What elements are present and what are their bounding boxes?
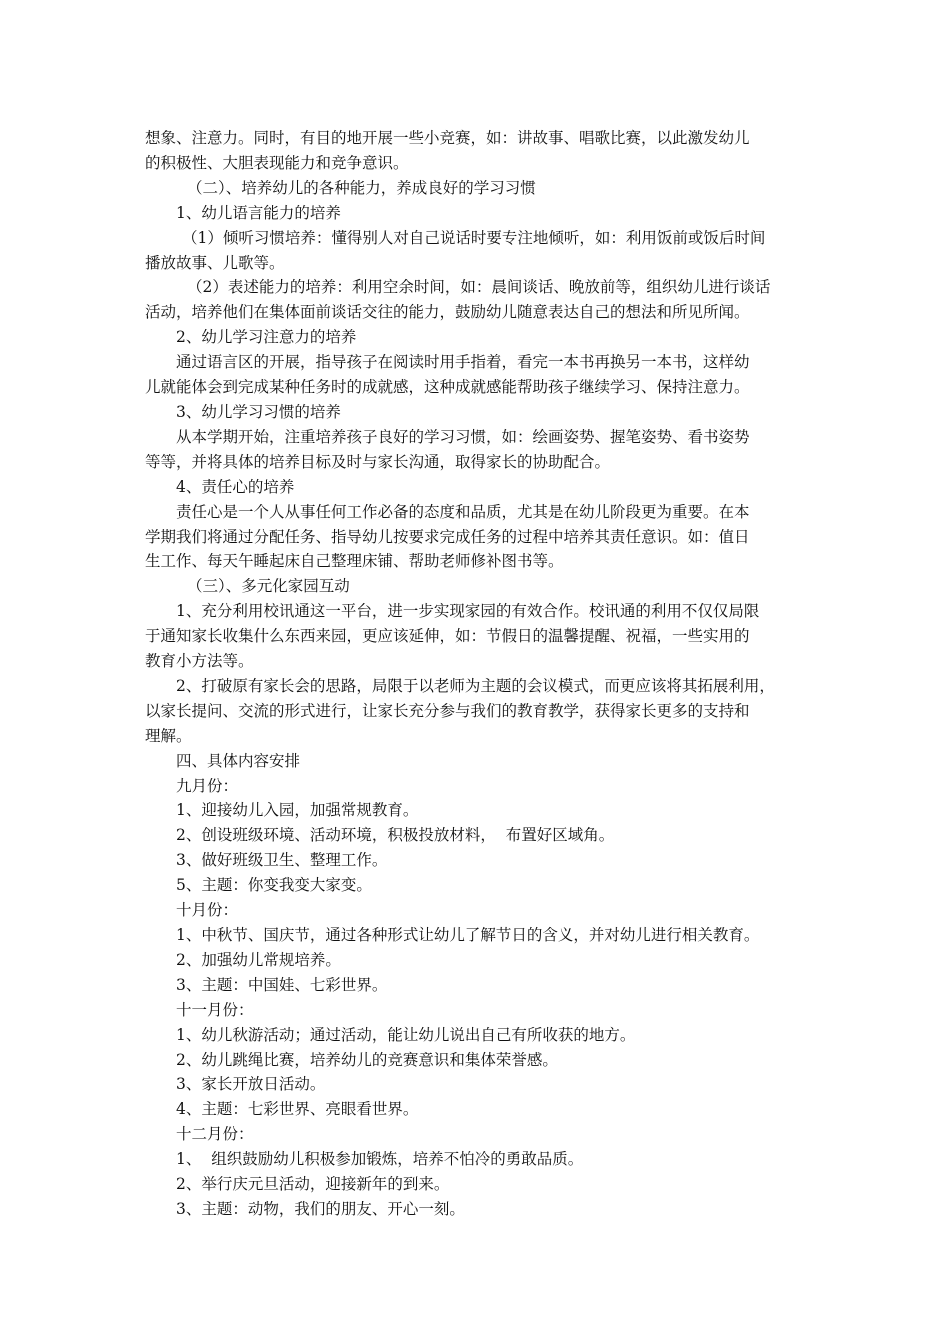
paragraph-first-line: 3、幼儿学习习惯的培养 [176,402,341,421]
paragraph [145,873,815,898]
paragraph [145,923,815,948]
paragraph-first-line: 2、幼儿学习注意力的培养 [176,328,357,347]
paragraph-first-line: 九月份： [176,776,239,795]
paragraph-first-line: 2、打破原有家长会的思路，局限于以老师为主题的会议模式，而更应该将其拓展利用， [176,676,775,695]
paragraph-first-line: 3、做好班级卫生、整理工作。 [176,851,388,870]
paragraph [145,1172,815,1197]
paragraph-first-line: 3、主题：中国娃、七彩世界。 [176,975,388,994]
paragraph [145,973,815,998]
paragraph-first-line: （三）、多元化家园互动 [187,577,350,596]
paragraph-line: 生工作、每天午睡起床自己整理床铺、帮助老师修补图书等。 [145,552,564,571]
paragraph [145,1122,815,1147]
paragraph [145,350,815,400]
paragraph-line: 活动，培养他们在集体面前谈话交往的能力，鼓励幼儿随意表达自己的想法和所见所闻。 [145,303,750,322]
paragraph-first-line: 2、举行庆元旦活动，迎接新年的到来。 [176,1175,450,1194]
paragraph-line: 等等，并将具体的培养目标及时与家长沟通，取得家长的协助配合。 [145,452,611,471]
paragraph [145,500,815,575]
paragraph-first-line: 从本学期开始，注重培养孩子良好的学习习惯，如：绘画姿势、握笔姿势、看书姿势 [176,427,750,446]
paragraph [145,998,815,1023]
paragraph-line: 儿就能体会到完成某种任务时的成就感，这种成就感能帮助孩子继续学习、保持注意力。 [145,378,750,397]
paragraph [145,1147,815,1172]
document-body [145,126,815,1222]
paragraph-first-line: 十二月份： [176,1125,254,1144]
paragraph-first-line: 十月份： [176,901,239,920]
paragraph-first-line: 想象、注意力。同时，有目的地开展一些小竞赛，如：讲故事、唱歌比赛，以此激发幼儿 [145,129,750,147]
paragraph [145,425,815,475]
paragraph [145,774,815,799]
paragraph [145,475,815,500]
paragraph [145,674,815,749]
paragraph-first-line: 4、责任心的培养 [176,477,295,496]
paragraph-first-line: 2、加强幼儿常规培养。 [176,950,341,969]
paragraph [145,599,815,674]
paragraph-line: 教育小方法等。 [145,652,254,671]
paragraph-first-line: 2、幼儿跳绳比赛，培养幼儿的竞赛意识和集体荣誉感。 [176,1050,558,1069]
paragraph [145,1072,815,1097]
paragraph [145,226,815,276]
paragraph-first-line: 1、中秋节、国庆节，通过各种形式让幼儿了解节日的含义，并对幼儿进行相关教育。 [176,926,760,944]
paragraph [145,201,815,226]
paragraph [145,848,815,873]
paragraph-first-line: 5、主题：你变我变大家变。 [176,876,372,895]
paragraph-line: 以家长提问、交流的形式进行，让家长充分参与我们的教育教学，获得家长更多的支持和 [145,701,750,720]
paragraph-first-line: （2）表述能力的培养：利用空余时间，如：晨间谈话、晚放前等，组织幼儿进行谈话 [187,278,771,297]
paragraph-first-line: 四、具体内容安排 [176,751,301,770]
paragraph-line: 理解。 [145,726,192,745]
paragraph [145,1048,815,1073]
paragraph-first-line: 3、主题：动物，我们的朋友、开心一刻。 [176,1199,465,1218]
paragraph-first-line: （1）倾听习惯培养：懂得别人对自己说话时要专注地倾听，如：利用饭前或饭后时间 [182,228,766,247]
paragraph [145,749,815,774]
paragraph [145,1023,815,1048]
paragraph-line: 于通知家长收集什么东西来园，更应该延伸，如：节假日的温馨提醒、祝福，一些实用的 [145,627,750,646]
paragraph-first-line: 1、充分利用校讯通这一平台，进一步实现家园的有效合作。校讯通的利用不仅仅局限 [176,602,760,621]
paragraph [145,948,815,973]
paragraph [145,574,815,599]
paragraph [145,823,815,848]
paragraph-first-line: 十一月份： [176,1000,254,1019]
paragraph-first-line: 责任心是一个人从事任何工作必备的态度和品质，尤其是在幼儿阶段更为重要。在本 [176,502,750,521]
paragraph-first-line: 1、幼儿秋游活动；通过活动，能让幼儿说出自己有所收获的地方。 [176,1025,636,1044]
paragraph-line: 学期我们将通过分配任务、指导幼儿按要求完成任务的过程中培养其责任意识。如：值日 [145,527,750,546]
paragraph [145,1197,815,1222]
paragraph-first-line: 4、主题：七彩世界、亮眼看世界。 [176,1100,419,1119]
paragraph [145,126,815,176]
paragraph-first-line: 2、创设班级环境、活动环境，积极投放材料， 布置好区域角。 [176,826,615,845]
paragraph-first-line: 1、迎接幼儿入园，加强常规教育。 [176,801,419,820]
paragraph [145,400,815,425]
paragraph [145,1097,815,1122]
paragraph [145,798,815,823]
paragraph-first-line: 3、家长开放日活动。 [176,1075,326,1094]
paragraph [145,898,815,923]
paragraph [145,176,815,201]
paragraph [145,275,815,325]
paragraph-first-line: 1、 组织鼓励幼儿积极参加锻炼，培养不怕冷的勇敢品质。 [176,1150,584,1169]
paragraph-line: 的积极性、大胆表现能力和竞争意识。 [145,153,409,172]
paragraph [145,325,815,350]
paragraph-first-line: （二）、培养幼儿的各种能力，养成良好的学习习惯 [187,178,536,197]
paragraph-first-line: 1、幼儿语言能力的培养 [176,203,341,222]
paragraph-first-line: 通过语言区的开展，指导孩子在阅读时用手指着，看完一本书再换另一本书，这样幼 [176,353,750,372]
paragraph-line: 播放故事、儿歌等。 [145,253,285,272]
